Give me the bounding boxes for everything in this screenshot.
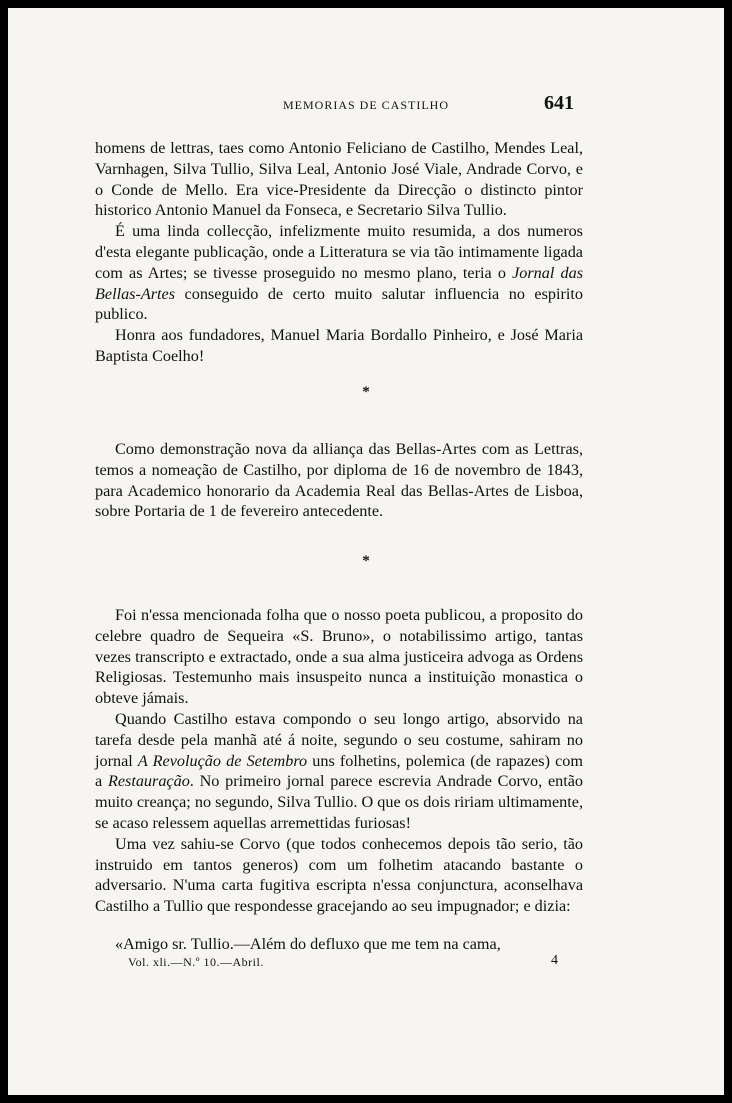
section-separator: * <box>362 553 370 569</box>
text-run: uns folhetins, polemica (de rapazes) com a <box>95 751 583 791</box>
text-run: conseguido de certo muito salutar influencia no espirito publico. <box>95 284 583 324</box>
paragraph <box>95 709 583 834</box>
text-run: Uma vez sahiu-se Corvo (que todos conhecemos depois tão serio, tão instruido em tantos generos) com um folhetim atacando bastante o adversario. N'uma carta fugitiva escripta n'essa conjunctura, aconselhava Castilho a Tullio que respondesse gracejando ao seu impugnador; e dizia: <box>95 834 583 916</box>
text-block-lower <box>95 605 583 917</box>
text-block-letter <box>95 934 583 955</box>
text-run: «Amigo sr. Tullio.—Além do defluxo que me tem na cama, <box>115 935 501 953</box>
paragraph <box>95 221 583 325</box>
text-run: Foi n'essa mencionada folha que o nosso poeta publicou, a proposito do celebre quadro de Sequeira «S. Bruno», o notabilissimo artigo, tantas vezes transcripto e extractado, onde a sua alma justiceira advoga as Ordens Religiosas. Testemunho mais insuspeito nunca a instituição monastica o obteve jámais. <box>95 606 583 708</box>
paragraph <box>95 138 583 221</box>
text-block-upper <box>95 138 583 367</box>
text-run: É uma linda collecção, infelizmente muito resumida, a dos numeros d'esta elegante publicação, onde a Litteratura se via tão intimamente ligada com as Artes; se tivesse proseguido no mesmo plano, teria o <box>95 222 583 282</box>
paragraph <box>95 834 583 917</box>
paragraph <box>95 934 583 955</box>
page-header <box>8 92 724 118</box>
page-number: 641 <box>544 92 574 114</box>
text-run: homens de lettras, taes como Antonio Feliciano de Castilho, Mendes Leal, Varnhagen, Silva Tullio, Silva Leal, Antonio José Viale, Andrade Corvo, e o Conde de Mello. Era vice-Presidente da Direcção o distincto pintor historico Antonio Manuel da Fonseca, e Secretario Silva Tullio. <box>95 139 583 220</box>
book-page <box>8 8 724 1095</box>
text-run: Como demonstração nova da alliança das Bellas-Artes com as Lettras, temos a nomeação de Castilho, por diploma de 16 de novembro de 1843, para Academico honorario da Academia Real das Bellas-Artes de Lisboa, sobre Portaria de 1 de fevereiro antecedente. <box>95 440 583 521</box>
italic-title: Restauração <box>107 772 190 791</box>
gathering-signature: 4 <box>551 953 558 968</box>
paragraph <box>95 325 583 367</box>
paragraph <box>95 605 583 709</box>
text-run: Quando Castilho estava compondo o seu longo artigo, absorvido na tarefa desde pela manhã até á noite, segundo o seu costume, sahiram no jornal <box>95 709 583 770</box>
text-run: Honra aos fundadores, Manuel Maria Bordallo Pinheiro, e José Maria Baptista Coelho! <box>95 326 583 365</box>
italic-title: A Revolução de Setembro <box>137 751 308 770</box>
italic-title: Jornal das Bellas-Artes <box>95 263 584 303</box>
paragraph <box>95 439 583 522</box>
running-head: MEMORIAS DE CASTILHO <box>282 98 449 112</box>
volume-signature: Vol. xli.—N.º 10.—Abril. <box>128 955 264 969</box>
text-block-middle <box>95 439 583 522</box>
text-run: . No primeiro jornal parece escrevia Andrade Corvo, então muito creança; no segundo, Silva Tullio. O que os dois ririam ultimamente, se acaso relessem aquellas arremettidas furiosas! <box>95 772 583 832</box>
section-separator: * <box>362 384 370 400</box>
